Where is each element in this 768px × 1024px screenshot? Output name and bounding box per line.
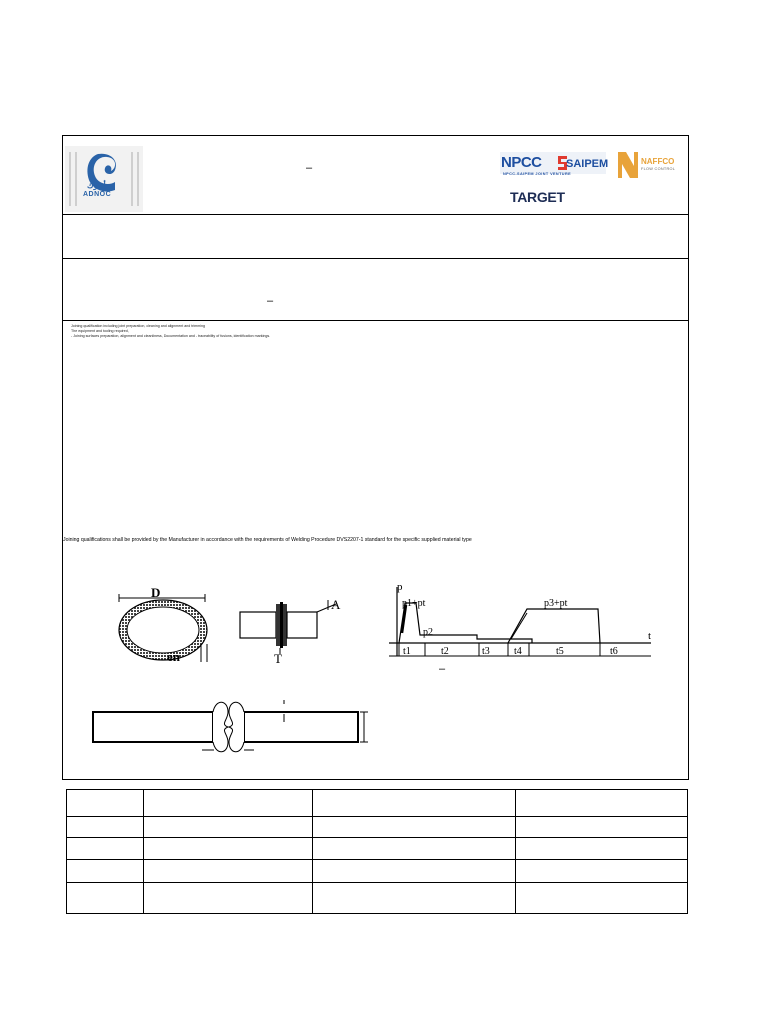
weld-bead-drawing (88, 696, 388, 756)
time-segment-label: t5 (556, 646, 564, 657)
stage2-label: p2 (423, 627, 433, 638)
header-center-mark: – (306, 162, 313, 174)
table-cell (313, 883, 516, 914)
table-cell (313, 817, 516, 838)
table-cell (67, 790, 144, 817)
table-cell (144, 838, 313, 860)
table-cell (144, 860, 313, 883)
table-cell (67, 838, 144, 860)
table-cell (67, 860, 144, 883)
requirement-line-2: The equipment and tooling required, (71, 329, 129, 333)
qualification-statement: Joining qualifications shall be provided by the Manufacturer in accordance with the requirements of Welding Procedure DVS2207-1 standard for the specific supplied material type (63, 537, 472, 543)
table-cell (313, 790, 516, 817)
table-cell (516, 860, 688, 883)
table-row (67, 838, 688, 860)
divider-2 (63, 258, 688, 259)
table-row (67, 817, 688, 838)
diameter-label: D (151, 585, 161, 600)
length-label: A (331, 597, 341, 612)
table-cell (144, 790, 313, 817)
table-cell (67, 817, 144, 838)
target-logo: TARGET (510, 189, 565, 205)
table-cell (516, 817, 688, 838)
time-segment-label: t4 (514, 646, 522, 657)
pipe-section-drawing (113, 586, 213, 666)
npcc-wordmark: NPCC (501, 154, 542, 171)
naffco-tagline: FLOW CONTROL (641, 167, 676, 171)
naffco-wordmark: NAFFCO (641, 157, 675, 166)
divider-1 (63, 214, 688, 215)
wall-label: en (167, 649, 180, 664)
pressure-axis-label: p (397, 581, 403, 593)
table-cell (313, 838, 516, 860)
document-frame (62, 135, 689, 780)
time-segment-label: t2 (441, 646, 449, 657)
table-cell (144, 883, 313, 914)
adnoc-arabic: أدنوك (87, 181, 106, 190)
thickness-label: T (274, 651, 282, 666)
table-cell (516, 790, 688, 817)
table-cell (67, 883, 144, 914)
table-cell (313, 860, 516, 883)
stage1-label: p1+pt (402, 598, 426, 609)
time-segment-label: t1 (403, 646, 411, 657)
section-title-mark: – (267, 295, 274, 307)
table-cell (144, 817, 313, 838)
stage3-label: p3+pt (544, 598, 568, 609)
divider-3 (63, 320, 688, 321)
table-row (67, 860, 688, 883)
time-axis-label: t (648, 630, 652, 642)
requirement-line-3: - Joining surfaces preparation, alignment and cleanliness, Documentation and - traceability of fusions, identification markings. (71, 334, 271, 338)
time-segment-label: t6 (610, 646, 618, 657)
table-cell (516, 838, 688, 860)
table-row (67, 790, 688, 817)
adnoc-wordmark: ADNOC (83, 191, 112, 198)
saipem-wordmark: SAIPEM (566, 158, 609, 170)
diagram-caption-mark: – (439, 663, 446, 675)
signature-table (66, 789, 688, 914)
table-cell (516, 883, 688, 914)
npcc-tagline: NPCC-SAIPEM JOINT VENTURE (503, 172, 572, 176)
requirement-line-1: Joining qualification including joint preparation, cleaning and alignment and trimming (71, 324, 206, 328)
table-row (67, 883, 688, 914)
adnoc-logo (65, 146, 143, 212)
time-segment-label: t3 (482, 646, 490, 657)
